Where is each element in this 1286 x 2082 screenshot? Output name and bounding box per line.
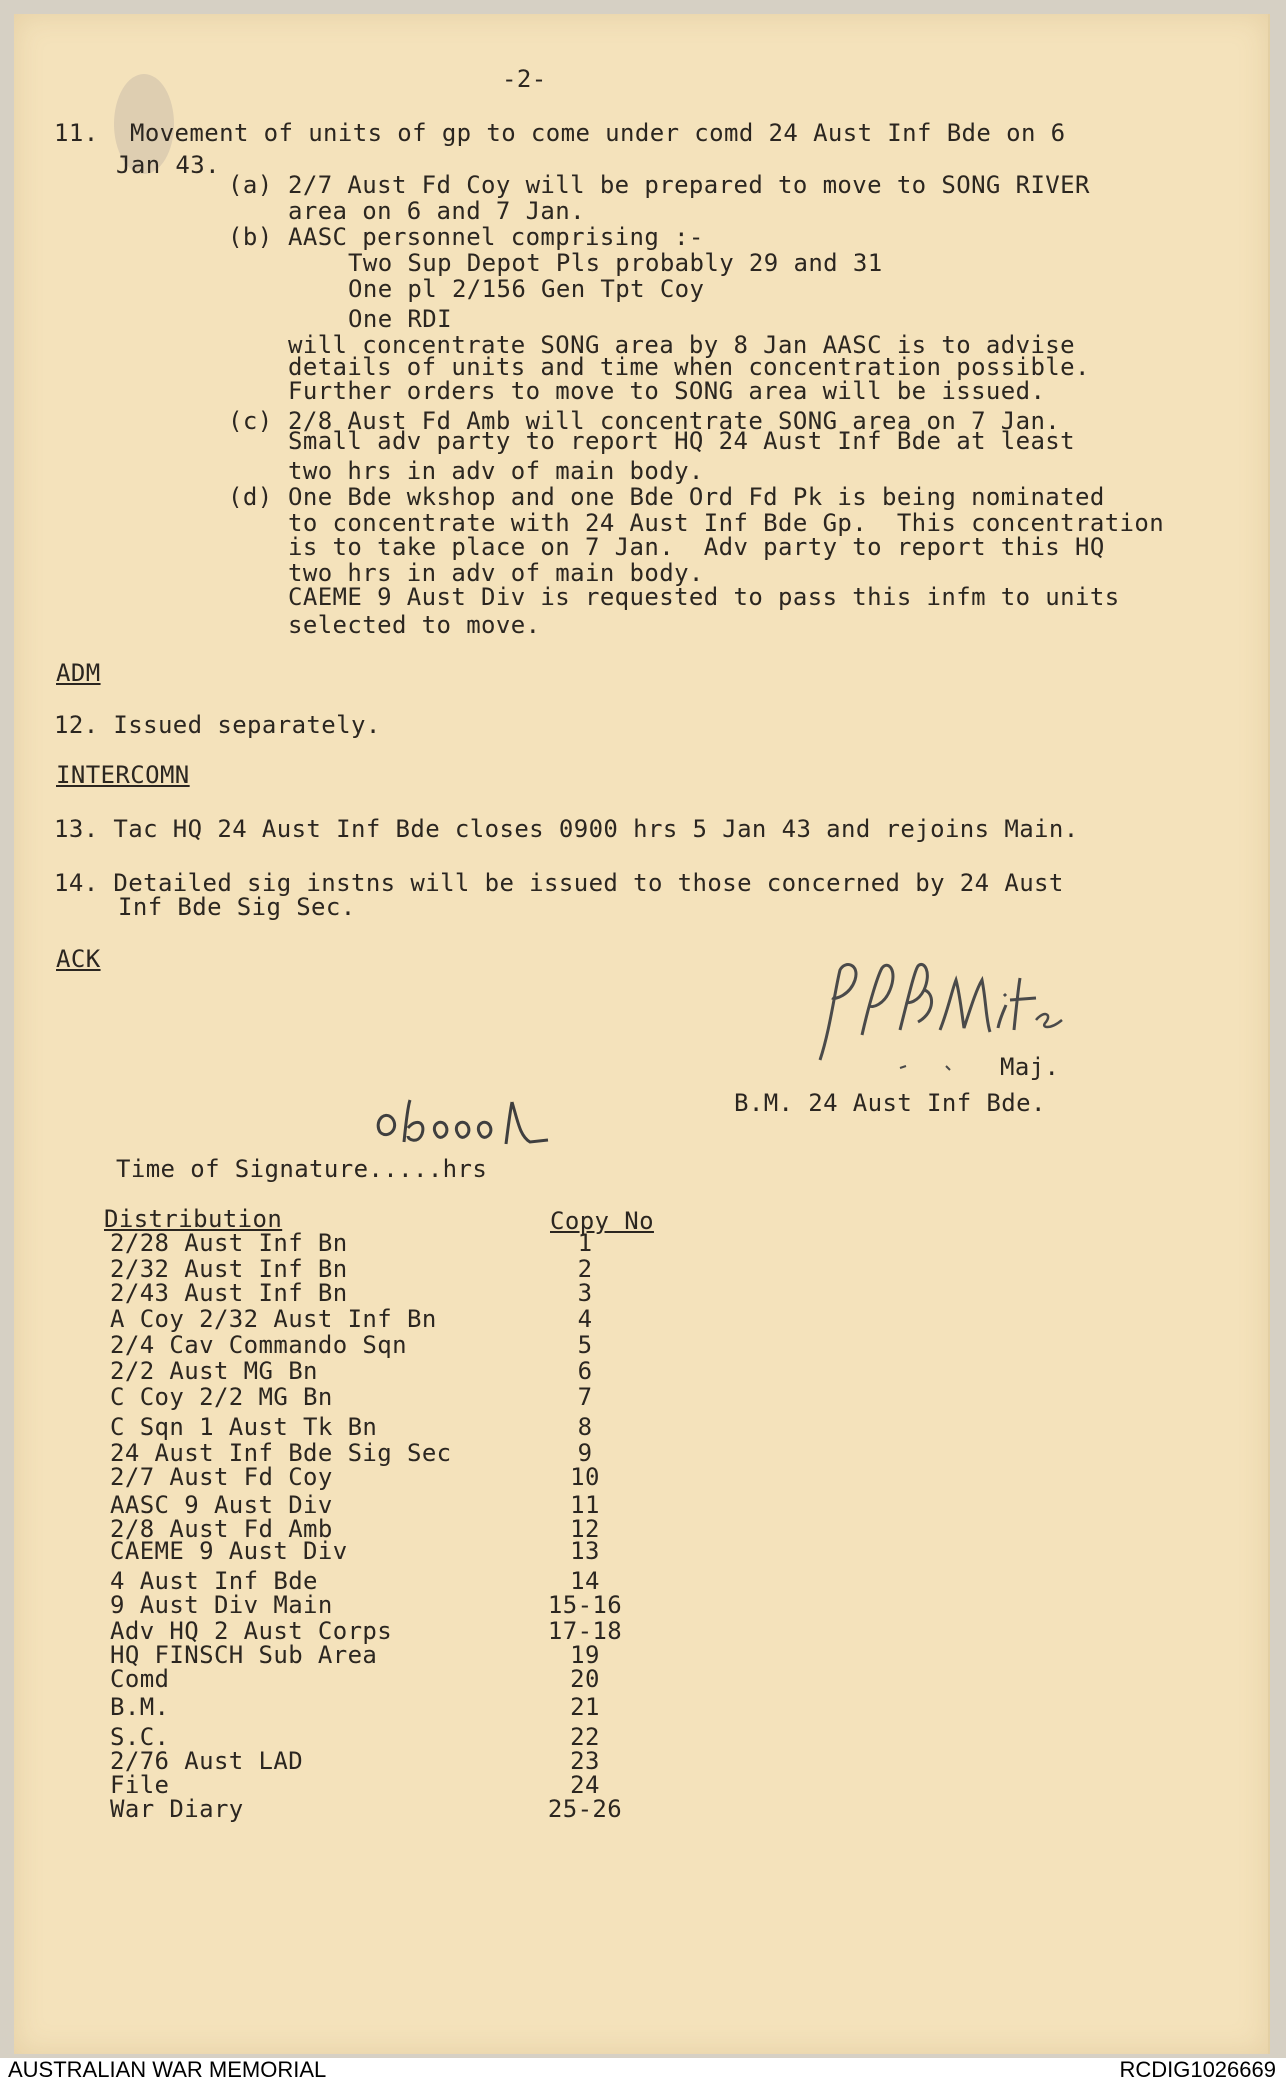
- adm-heading: ADM: [56, 659, 101, 687]
- para-11c-line: two hrs in adv of main body.: [288, 457, 704, 485]
- intercomn-heading: INTERCOMN: [56, 761, 190, 789]
- distribution-unit: 2/4 Cav Commando Sqn: [110, 1331, 407, 1359]
- distribution-copy: 15-16: [547, 1591, 623, 1619]
- copy-no-heading: Copy No: [550, 1207, 654, 1235]
- distribution-row: [110, 1666, 670, 1692]
- distribution-unit: Comd: [110, 1665, 170, 1693]
- archive-name: AUSTRALIAN WAR MEMORIAL: [8, 2057, 327, 2082]
- para-11b-sub: One RDI: [348, 305, 452, 333]
- para-11-number: 11.: [54, 119, 99, 147]
- distribution-unit: 2/2 Aust MG Bn: [110, 1357, 318, 1385]
- distribution-copy: 14: [570, 1567, 600, 1595]
- distribution-unit: 2/43 Aust Inf Bn: [110, 1279, 348, 1307]
- distribution-copy: 4: [577, 1305, 593, 1333]
- distribution-copy: 25-26: [547, 1795, 623, 1823]
- para-11c-line: 2/8 Aust Fd Amb will concentrate SONG area on 7 Jan.: [288, 407, 1061, 435]
- para-11d-line: CAEME 9 Aust Div is requested to pass this infm to units: [288, 583, 1120, 611]
- distribution-unit: C Coy 2/2 MG Bn: [110, 1383, 333, 1411]
- signatory-appointment: B.M. 24 Aust Inf Bde.: [734, 1089, 1046, 1117]
- para-11a-line: 2/7 Aust Fd Coy will be prepared to move to SONG RIVER: [288, 171, 1090, 199]
- para-11d-line: to concentrate with 24 Aust Inf Bde Gp. This concentration: [288, 509, 1165, 537]
- signatory-rank: Maj.: [1000, 1053, 1060, 1081]
- distribution-row: [110, 1280, 670, 1306]
- distribution-copy: 5: [577, 1331, 593, 1359]
- distribution-unit: HQ FINSCH Sub Area: [110, 1641, 378, 1669]
- distribution-row: [110, 1796, 670, 1822]
- handwritten-time: [370, 1092, 570, 1162]
- distribution-unit: 2/32 Aust Inf Bn: [110, 1255, 348, 1283]
- distribution-copy: 23: [570, 1747, 600, 1775]
- distribution-unit: CAEME 9 Aust Div: [110, 1537, 348, 1565]
- distribution-unit: 2/7 Aust Fd Coy: [110, 1463, 333, 1491]
- distribution-row: [110, 1538, 670, 1564]
- distribution-row: [110, 1694, 670, 1720]
- distribution-copy: 12: [570, 1515, 600, 1543]
- distribution-heading: Distribution: [104, 1205, 283, 1233]
- para-11b-label: (b): [228, 223, 273, 251]
- distribution-copy: 11: [570, 1491, 600, 1519]
- distribution-copy: 20: [570, 1665, 600, 1693]
- distribution-unit: 2/76 Aust LAD: [110, 1747, 304, 1775]
- distribution-copy: 6: [577, 1357, 593, 1385]
- distribution-row: [110, 1592, 670, 1618]
- para-11a-label: (a): [228, 171, 273, 199]
- distribution-unit: 2/8 Aust Fd Amb: [110, 1515, 333, 1543]
- distribution-unit: 4 Aust Inf Bde: [110, 1567, 318, 1595]
- para-11-line1: Movement of units of gp to come under comd 24 Aust Inf Bde on 6: [130, 119, 1066, 147]
- para-11b-tail: will concentrate SONG area by 8 Jan AASC is to advise: [288, 331, 1076, 359]
- para-11d-label: (d): [228, 483, 273, 511]
- distribution-row: [110, 1230, 670, 1256]
- distribution-copy: 21: [570, 1693, 600, 1721]
- para-11c-line: Small adv party to report HQ 24 Aust Inf Bde at least: [288, 427, 1076, 455]
- distribution-row: [110, 1384, 670, 1410]
- para-13: 13. Tac HQ 24 Aust Inf Bde closes 0900 hrs 5 Jan 43 and rejoins Main.: [54, 815, 1079, 843]
- para-11b-tail: Further orders to move to SONG area will be issued.: [288, 377, 1046, 405]
- distribution-copy: 24: [570, 1771, 600, 1799]
- distribution-copy: 10: [570, 1463, 600, 1491]
- page-number: -2-: [502, 65, 547, 93]
- distribution-row: [110, 1358, 670, 1384]
- distribution-row: [110, 1464, 670, 1490]
- para-14-line1: 14. Detailed sig instns will be issued to those concerned by 24 Aust: [54, 869, 1064, 897]
- archive-reference: RCDIG1026669: [1119, 2057, 1276, 2082]
- distribution-copy: 1: [577, 1229, 593, 1257]
- distribution-row: [110, 1332, 670, 1358]
- distribution-copy: 17-18: [547, 1617, 623, 1645]
- distribution-unit: B.M.: [110, 1693, 170, 1721]
- distribution-copy: 13: [570, 1537, 600, 1565]
- distribution-unit: C Sqn 1 Aust Tk Bn: [110, 1413, 378, 1441]
- para-11b-line: AASC personnel comprising :-: [288, 223, 704, 251]
- para-11-line2: Jan 43.: [116, 151, 220, 179]
- distribution-copy: 19: [570, 1641, 600, 1669]
- distribution-unit: S.C.: [110, 1723, 170, 1751]
- distribution-unit: File: [110, 1771, 170, 1799]
- distribution-row: [110, 1414, 670, 1440]
- distribution-copy: 22: [570, 1723, 600, 1751]
- distribution-unit: 24 Aust Inf Bde Sig Sec: [110, 1439, 452, 1467]
- archive-footer: [0, 2058, 1286, 2082]
- para-11d-line: two hrs in adv of main body.: [288, 559, 704, 587]
- ack-heading: ACK: [56, 945, 101, 973]
- distribution-row: [110, 1306, 670, 1332]
- para-12: 12. Issued separately.: [54, 711, 381, 739]
- para-11c-label: (c): [228, 407, 273, 435]
- distribution-copy: 8: [577, 1413, 593, 1441]
- para-11b-sub: Two Sup Depot Pls probably 29 and 31: [348, 249, 883, 277]
- handwritten-signature: [800, 950, 1120, 1080]
- distribution-copy: 9: [577, 1439, 593, 1467]
- distribution-copy: 2: [577, 1255, 593, 1283]
- para-11d-line: One Bde wkshop and one Bde Ord Fd Pk is being nominated: [288, 483, 1105, 511]
- time-of-signature: Time of Signature.....hrs: [116, 1155, 488, 1183]
- para-11d-line: is to take place on 7 Jan. Adv party to report this HQ: [288, 533, 1105, 561]
- para-11b-sub: One pl 2/156 Gen Tpt Coy: [348, 275, 705, 303]
- para-11a-line: area on 6 and 7 Jan.: [288, 197, 585, 225]
- distribution-unit: War Diary: [110, 1795, 244, 1823]
- para-11d-line: selected to move.: [288, 611, 541, 639]
- distribution-unit: A Coy 2/32 Aust Inf Bn: [110, 1305, 437, 1333]
- distribution-copy: 3: [577, 1279, 593, 1307]
- para-11b-tail: details of units and time when concentration possible.: [288, 353, 1090, 381]
- distribution-unit: 9 Aust Div Main: [110, 1591, 333, 1619]
- distribution-unit: 2/28 Aust Inf Bn: [110, 1229, 348, 1257]
- distribution-copy: 7: [577, 1383, 593, 1411]
- distribution-unit: Adv HQ 2 Aust Corps: [110, 1617, 393, 1645]
- distribution-unit: AASC 9 Aust Div: [110, 1491, 333, 1519]
- para-14-line2: Inf Bde Sig Sec.: [118, 893, 356, 921]
